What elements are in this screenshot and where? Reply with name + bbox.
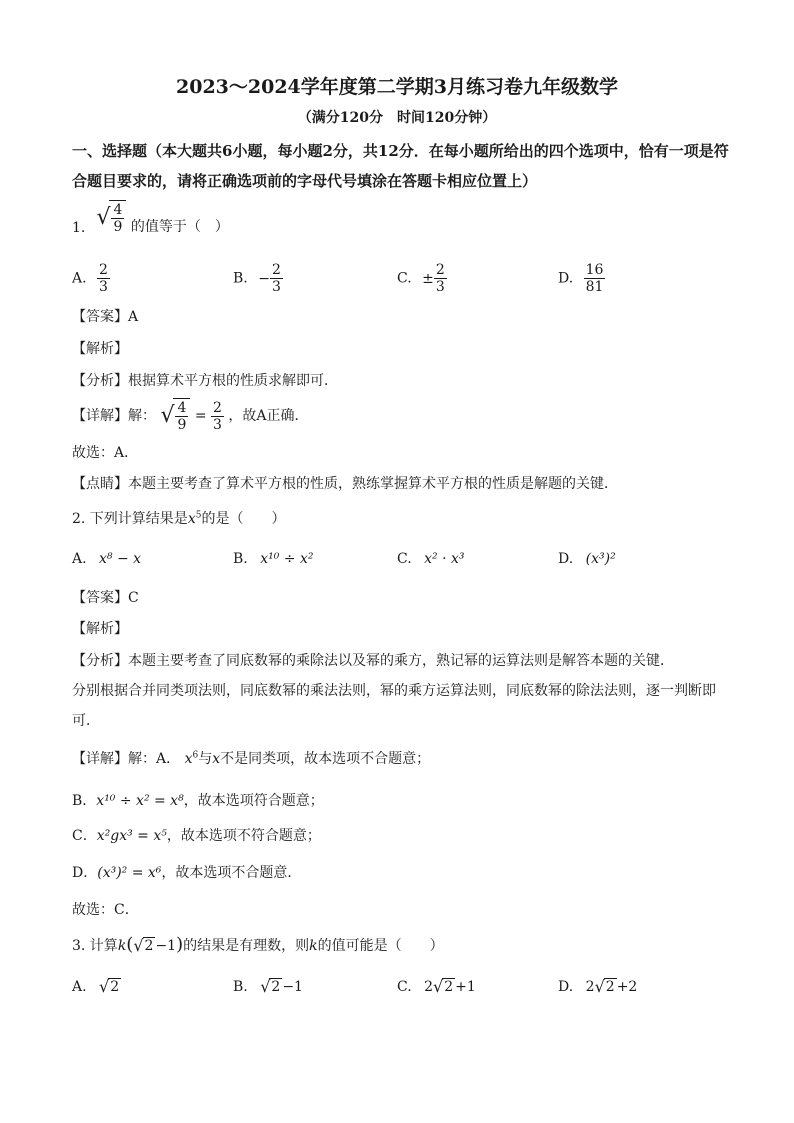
page-subtitle: （满分120分 时间120分钟） (297, 110, 497, 126)
q2-answer: 【答案】C (72, 590, 139, 606)
q1-radical: √ $\frac{4}{9}$ (96, 200, 126, 236)
q1-choose: 故选：A． (72, 445, 139, 461)
q2-option-a[interactable]: A. x⁸ − x (72, 551, 142, 567)
q1-detail: 【详解】解： √ $\frac{4}{9}$ = $\frac{2}{3}$ ，故A正确． (72, 399, 309, 433)
q2-option-d[interactable]: D. (x³)² (558, 551, 616, 567)
q3-option-a[interactable]: A. √ 2 (72, 977, 120, 996)
q2-detail-d: D．(x³)² = x⁶，故本选项不合题意． (72, 865, 302, 881)
section-heading: 一、选择题（本大题共6小题，每小题2分，共12分．在每小题所给出的四个选项中，恰有一项是符合题目要求的，请将正确选项前的字母代号填涂在答题卡相应位置上） (72, 142, 729, 190)
radical-sign-icon: √ (96, 205, 111, 230)
q2-fenxi-2: 分别根据合并同类项法则，同底数幂的乘法法则，幂的乘方运算法则，同底数幂的除法法则，逐一判断即可． (72, 683, 716, 729)
q1-option-c[interactable]: C. ± $\frac{2}{3}$ (397, 262, 445, 295)
q3-option-d[interactable]: D. 2 √ 2 +2 (558, 977, 638, 996)
page-title: 2023～2024学年度第二学期3月练习卷九年级数学 (176, 76, 618, 98)
q2-detail-a: 【详解】解：A． $x^6$与x不是同类项，故本选项不合题意； (72, 750, 431, 767)
q3-option-b[interactable]: B. √ 2 −1 (233, 977, 303, 996)
q1-option-a[interactable]: A. $\frac{2}{3}$ (72, 262, 108, 295)
q2-analysis-label: 【解析】 (72, 621, 128, 637)
q1-stem-text: 的值等于（ ） (130, 219, 229, 235)
q2-option-c[interactable]: C. x² · x³ (397, 551, 465, 567)
q2-fenxi: 【分析】本题主要考查了同底数幂的乘除法以及幂的乘方，熟记幂的运算法则是解答本题的关键． (72, 653, 674, 669)
q1-option-b[interactable]: B. − $\frac{2}{3}$ (233, 262, 281, 295)
q1-number: 1. (72, 220, 86, 236)
q3-option-c[interactable]: C. 2 √ 2 +1 (397, 977, 476, 996)
q1-option-d[interactable]: D. $\frac{16}{81}$ (558, 262, 604, 295)
q1-analysis-label: 【解析】 (72, 341, 128, 357)
q2-detail-c: C．x²gx³ = x⁵，故本选项不符合题意； (72, 828, 321, 844)
q1-comment: 【点睛】本题主要考查了算术平方根的性质，熟练掌握算术平方根的性质是解题的关键． (72, 476, 618, 492)
q1-answer: 【答案】A (72, 309, 139, 325)
radical-sign-icon: √ (160, 403, 175, 428)
q2-choose: 故选：C． (72, 902, 139, 918)
q2-option-b[interactable]: B. x¹⁰ ÷ x² (233, 551, 314, 567)
q2-detail-b: B．x¹⁰ ÷ x² = x⁸，故本选项符合题意； (72, 793, 324, 809)
q3-stem: 3. 计算k( √ 2 −1)的结果是有理数，则k的值可能是（ ） (72, 934, 444, 955)
q1-fenxi: 【分析】根据算术平方根的性质求解即可． (72, 373, 338, 389)
q2-stem: 2. 下列计算结果是$x^5$的是（ ） (72, 510, 286, 527)
q1-detail-radical: √ $\frac{4}{9}$ (160, 398, 190, 434)
q1-stem (72, 200, 229, 236)
